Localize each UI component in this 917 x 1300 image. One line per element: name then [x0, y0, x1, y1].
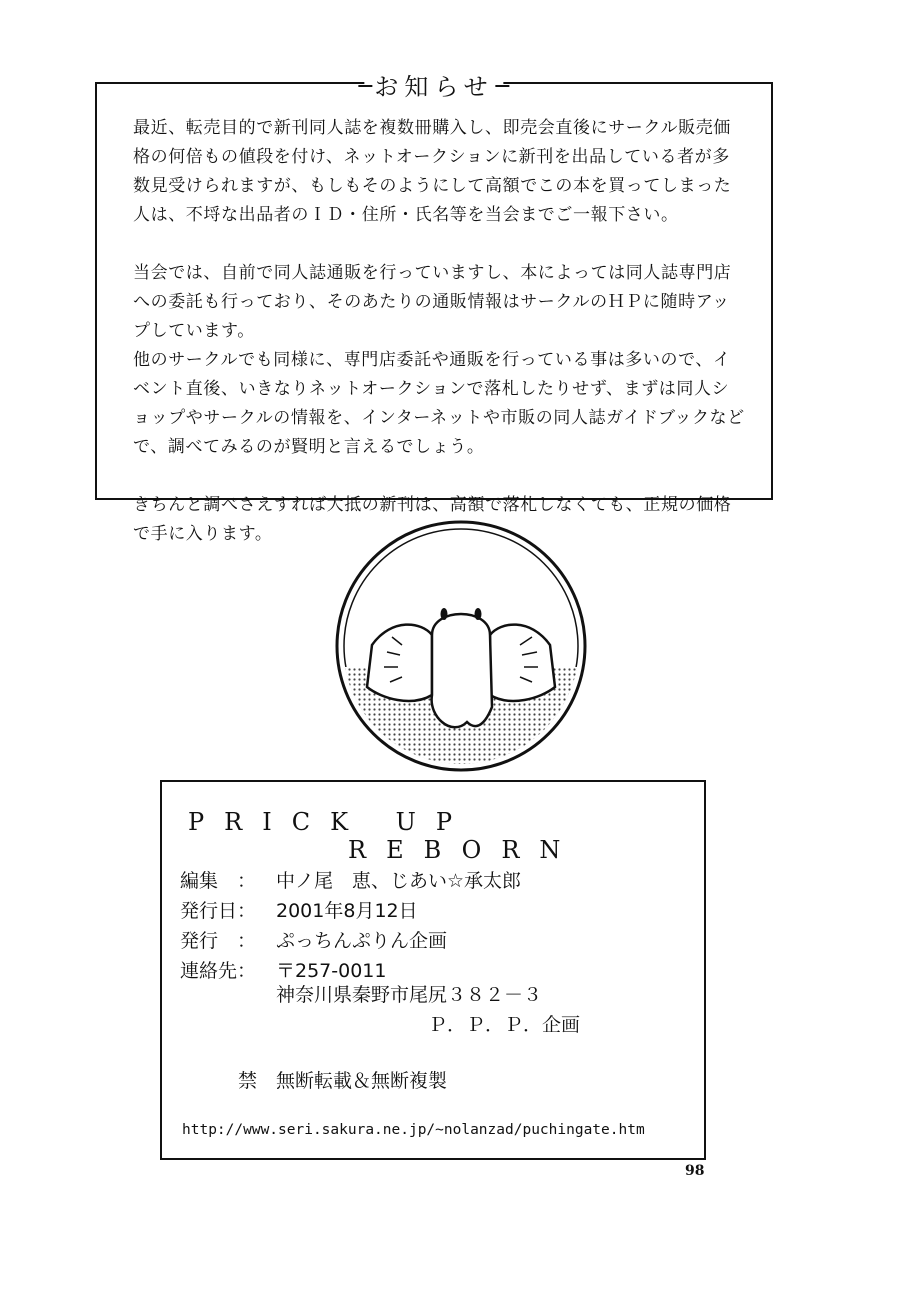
- notice-paragraph-3: 他のサークルでも同様に、専門店委託や通販を行っている事は多いので、イベント直後、いきなりネットオークションで落札したりせず、まずは同人ショップやサークルの情報を、インターネットや市販の同人誌ガイドブックなどで、調べてみるのが賢明と言えるでしょう。: [133, 350, 745, 457]
- book-title-line-2: REBORN: [348, 836, 581, 864]
- publisher-label: 発行 ：: [180, 930, 257, 952]
- contact-row: [180, 956, 386, 983]
- prohibition-notice: 禁 無断転載＆無断複製: [238, 1070, 448, 1092]
- publisher-value: ぷっちんぷりん企画: [276, 930, 448, 952]
- notice-paragraph-4: きちんと調べさえすれば大抵の新刊は、高額で落札しなくても、正規の価格で手に入ります。: [133, 495, 732, 544]
- book-title-line-1: PRICK UP: [188, 808, 472, 836]
- mascot-emblem-illustration: [332, 517, 590, 775]
- editor-row: [180, 866, 521, 893]
- publisher-row: [180, 926, 447, 953]
- notice-box: [95, 73, 773, 544]
- editor-label: 編集 ：: [180, 870, 257, 892]
- notice-paragraph-1: 最近、転売目的で新刊同人誌を複数冊購入し、即売会直後にサークル販売価格の何倍もの値段を付け、ネットオークションに新刊を出品している者が多数見受けられますが、もしもそのようにして高額でこの本を買ってしまった人は、不埒な出品者のＩＤ・住所・氏名等を当会までご一報下さい。: [133, 118, 732, 225]
- notice-paragraph-2: 当会では、自前で同人誌通販を行っていますし、本によっては同人誌専門店への委託も行っており、そのあたりの通販情報はサークルのＨＰに随時アップしています。: [133, 263, 732, 341]
- contact-postal: 〒257-0011: [276, 960, 387, 982]
- contact-label: 連絡先：: [180, 960, 257, 982]
- contact-address: 神奈川県秦野市尾尻３８２－３: [276, 984, 543, 1006]
- date-value: 2001年8月12日: [276, 900, 418, 922]
- date-label: 発行日：: [180, 900, 257, 922]
- colophon-box: [160, 780, 706, 1160]
- notice-body: [133, 114, 745, 549]
- contact-name: Ｐ．Ｐ．Ｐ．企画: [428, 1014, 581, 1036]
- page-number: 98: [685, 1163, 705, 1179]
- website-url: http://www.seri.sakura.ne.jp/~nolanzad/puchingate.htm: [182, 1122, 645, 1138]
- notice-title: お知らせ: [364, 67, 503, 102]
- editor-value: 中ノ尾 恵、じあい☆承太郎: [276, 870, 522, 892]
- date-row: [180, 896, 418, 923]
